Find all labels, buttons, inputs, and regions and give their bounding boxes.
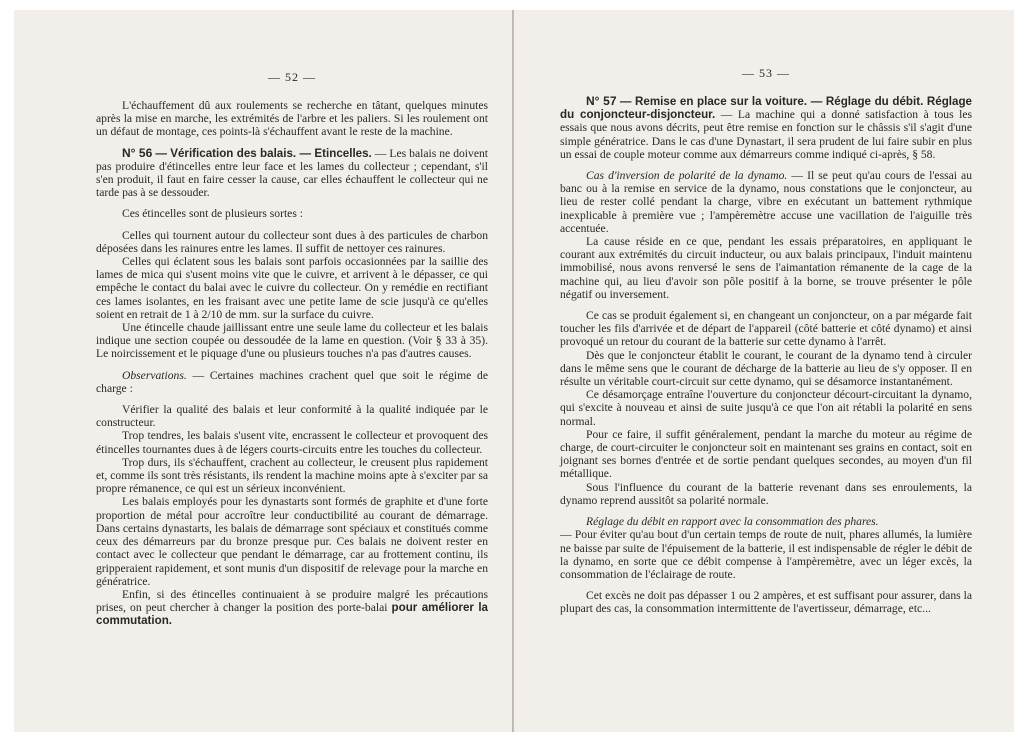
section-57-number: N° 57 <box>586 94 617 108</box>
paragraph-produit: Ce cas se produit également si, en changeant un conjoncteur, on a par mégarde fait toucher les fils d'arrivée et de départ de l'appareil (côté batterie et côté dynamo) et ainsi provoqué un retour du courant de la batterie sur cette dynamo à l'arrêt. <box>560 309 972 349</box>
page-number-right: — 53 — <box>742 66 790 80</box>
section-56-title: — Vérification des balais. — Etincelles. <box>155 146 372 160</box>
section-57-title: — Remise en place sur la voiture. — Réglage du débit. Réglage du conjoncteur-disjoncteur. <box>560 95 972 122</box>
paragraph-tendres: Trop tendres, les balais s'usent vite, encrassent le collecteur et provoquent des étincelles tournantes dues à de légers courts-circuits entre les touches du collecteur. <box>96 429 488 456</box>
inversion-label: Cas d'inversion de polarité de la dynamo. <box>586 169 788 183</box>
paragraph-des: Dès que le conjoncteur établit le courant, le courant de la dynamo tend à circuler dans le même sens que le courant de décharge de la batterie au lieu de s'y opposer. Il en résulte un véritable court-circuit sur cette dynamo, qui se désamorce instantanément. <box>560 348 972 389</box>
enfin-bold: pour améliorer la commutation. <box>96 601 488 628</box>
section-56-heading <box>96 147 488 200</box>
paragraph-exces: Cet excès ne doit pas dépasser 1 ou 2 ampères, et est suffisant pour assurer, dans la plupart des cas, la consommation intermittente de l'avertisseur, démarrage, etc... <box>560 589 972 616</box>
page-number-left: — 52 — <box>268 70 316 84</box>
paragraph-pour-ce-faire: Pour ce faire, il suffit généralement, pendant la marche du moteur au régime de charge, de court-circuiter le conjoncteur soit en maintenant ses grains en contact, soit en joignant ses bornes d'entrée et de sortie pendant quelques secondes, au moyen d'un fil métallique. <box>560 427 972 481</box>
section-57-heading <box>560 95 972 161</box>
left-page <box>14 10 512 732</box>
observations-label: Observations. <box>122 368 187 382</box>
observations-text: — Certaines machines crachent quel que soit le régime de charge : <box>96 368 488 395</box>
paragraph-eviter: — Pour éviter qu'au bout d'un certain temps de route de nuit, phares allumés, la lumière ne baisse par suite de l'épuisement de la batterie, il est indispensable de régler le débit de la dynamo, en sorte que ce débit compense à l'ampèremètre, avec un léger excès, la consommation de l'éclairage de route. <box>560 528 972 581</box>
section-56-text: — Les balais ne doivent pas produire d'étincelles entre leur face et les lames du collecteur ; cependant, s'il s'en produit, il faut en faire cesser la cause, car elles échauffent le collecteur qui ne tarde pas à se dessouder. <box>96 146 488 200</box>
paragraph-tournent: Celles qui tournent autour du collecteur sont dues à des particules de charbon déposées dans les rainures entre les lames. Il suffit de nettoyer ces rainures. <box>96 228 488 255</box>
reglage-label: Réglage du débit en rapport avec la consommation des phares. <box>586 515 879 529</box>
paragraph-verifier: Vérifier la qualité des balais et leur conformité à la qualité indiquée par le constructeur. <box>96 403 488 430</box>
subheading-reglage <box>560 515 972 528</box>
paragraph-eclatent: Celles qui éclatent sous les balais sont parfois occasionnées par la saillie des lames de mica qui s'usent moins vite que le cuivre, et arrivent à le dépasser, ce qui empêche le contact du balai avec le cuivre du collecteur. On y remédie en rectifiant ces lames isolantes, en les fraisant avec une petite lame de scie jusqu'à ce qu'elles soient en retrait de 1 à 2/10 de mm. sur la surface du cuivre. <box>96 255 488 321</box>
paragraph-intro: L'échauffement dû aux roulements se recherche en tâtant, quelques minutes après la mise en marche, les extrémités de l'arbre et les paliers. Si les roulement ont un défaut de montage, ces points-là s'échauffent avant le reste de la machine. <box>96 99 488 139</box>
inversion-paragraph <box>560 169 972 235</box>
paragraph-chaude: Une étincelle chaude jaillissant entre une seule lame du collecteur et les balais indique une section coupée ou dessoudée de la lame en question. (Voir § 33 à 35). Le noircissement et le piquage d'une ou plusieurs touches n'a pas d'autres causes. <box>96 321 488 361</box>
paragraph-cause: La cause réside en ce que, pendant les essais préparatoires, en appliquant le courant aux extrémités du circuit inducteur, ou aux balais principaux, l'induit maintenu immobilisé, nous avons renversé le sens de l'aimantation rémanente de la cage de la machine qui, au lieu d'avoir son pôle positif à la borne, se trouve présenter le pôle négatif ou inversement. <box>560 235 972 301</box>
section-56-number: N° 56 <box>122 145 153 160</box>
section-57-text: — La machine qui a donné satisfaction à tous les essais que nous avons décrits, peut être remise en fonction sur le châssis s'il s'agit d'une simple génératrice. Dans le cas d'une Dynastart, il sera prudent de lui faire subir en plus un essai de couple moteur comme aux démarreurs comme indiqué ci-après, § 58. <box>560 108 972 161</box>
paragraph-sortes: Ces étincelles sont de plusieurs sortes : <box>122 207 303 221</box>
observations-paragraph <box>96 369 488 395</box>
paragraph-durs: Trop durs, ils s'échauffent, crachent au collecteur, le creusent plus rapidement et, comme ils sont très résistants, ils rendent la machine moins apte à s'exciter par sa propre rémanence, ce qui est un sérieux inconvénient. <box>96 455 488 496</box>
paragraph-desamorcage: Ce désamorçage entraîne l'ouverture du conjoncteur décourt-circuitant la dynamo, qui s'excite à nouveau et ainsi de suite jusqu'à ce que l'on ait rétabli la polarité en sens normal. <box>560 388 972 428</box>
paragraph-dynastarts: Les balais employés pour les dynastarts sont formés de graphite et d'une forte proportion de métal pour accroître leur conductibilité au courant de démarrage. Dans certains dynastarts, les balais de démarrage sont spéciaux et constitués comme ceux des démarreurs par du bronze presque pur. Ces balais ne doivent rester en contact avec le collecteur que pendant le démarrage, car au frottement continu, ils gripperaient rapidement, et sont munis d'un dispositif de relevage pour la marche en génératrice. <box>96 495 488 588</box>
enfin-text: Enfin, si des étincelles continuaient à se produire malgré les précautions prises, on peut chercher à changer la position des porte-balai <box>96 587 488 615</box>
inversion-text: — Il se peut qu'au cours de l'essai au banc ou à la remise en service de la dynamo, nous constations que le conjoncteur, au lieu de rester collé pendant la charge, vibre en exécutant un battement rythmique inexplicable à première vue ; l'ampèremètre accuse une vacillation de l'aiguille très accentuée. <box>560 169 972 235</box>
paragraph-influence: Sous l'influence du courant de la batterie revenant dans ses enroulements, la dynamo reprend aussitôt sa polarité normale. <box>560 480 972 507</box>
right-page <box>514 10 1014 732</box>
paragraph-enfin <box>96 588 488 628</box>
